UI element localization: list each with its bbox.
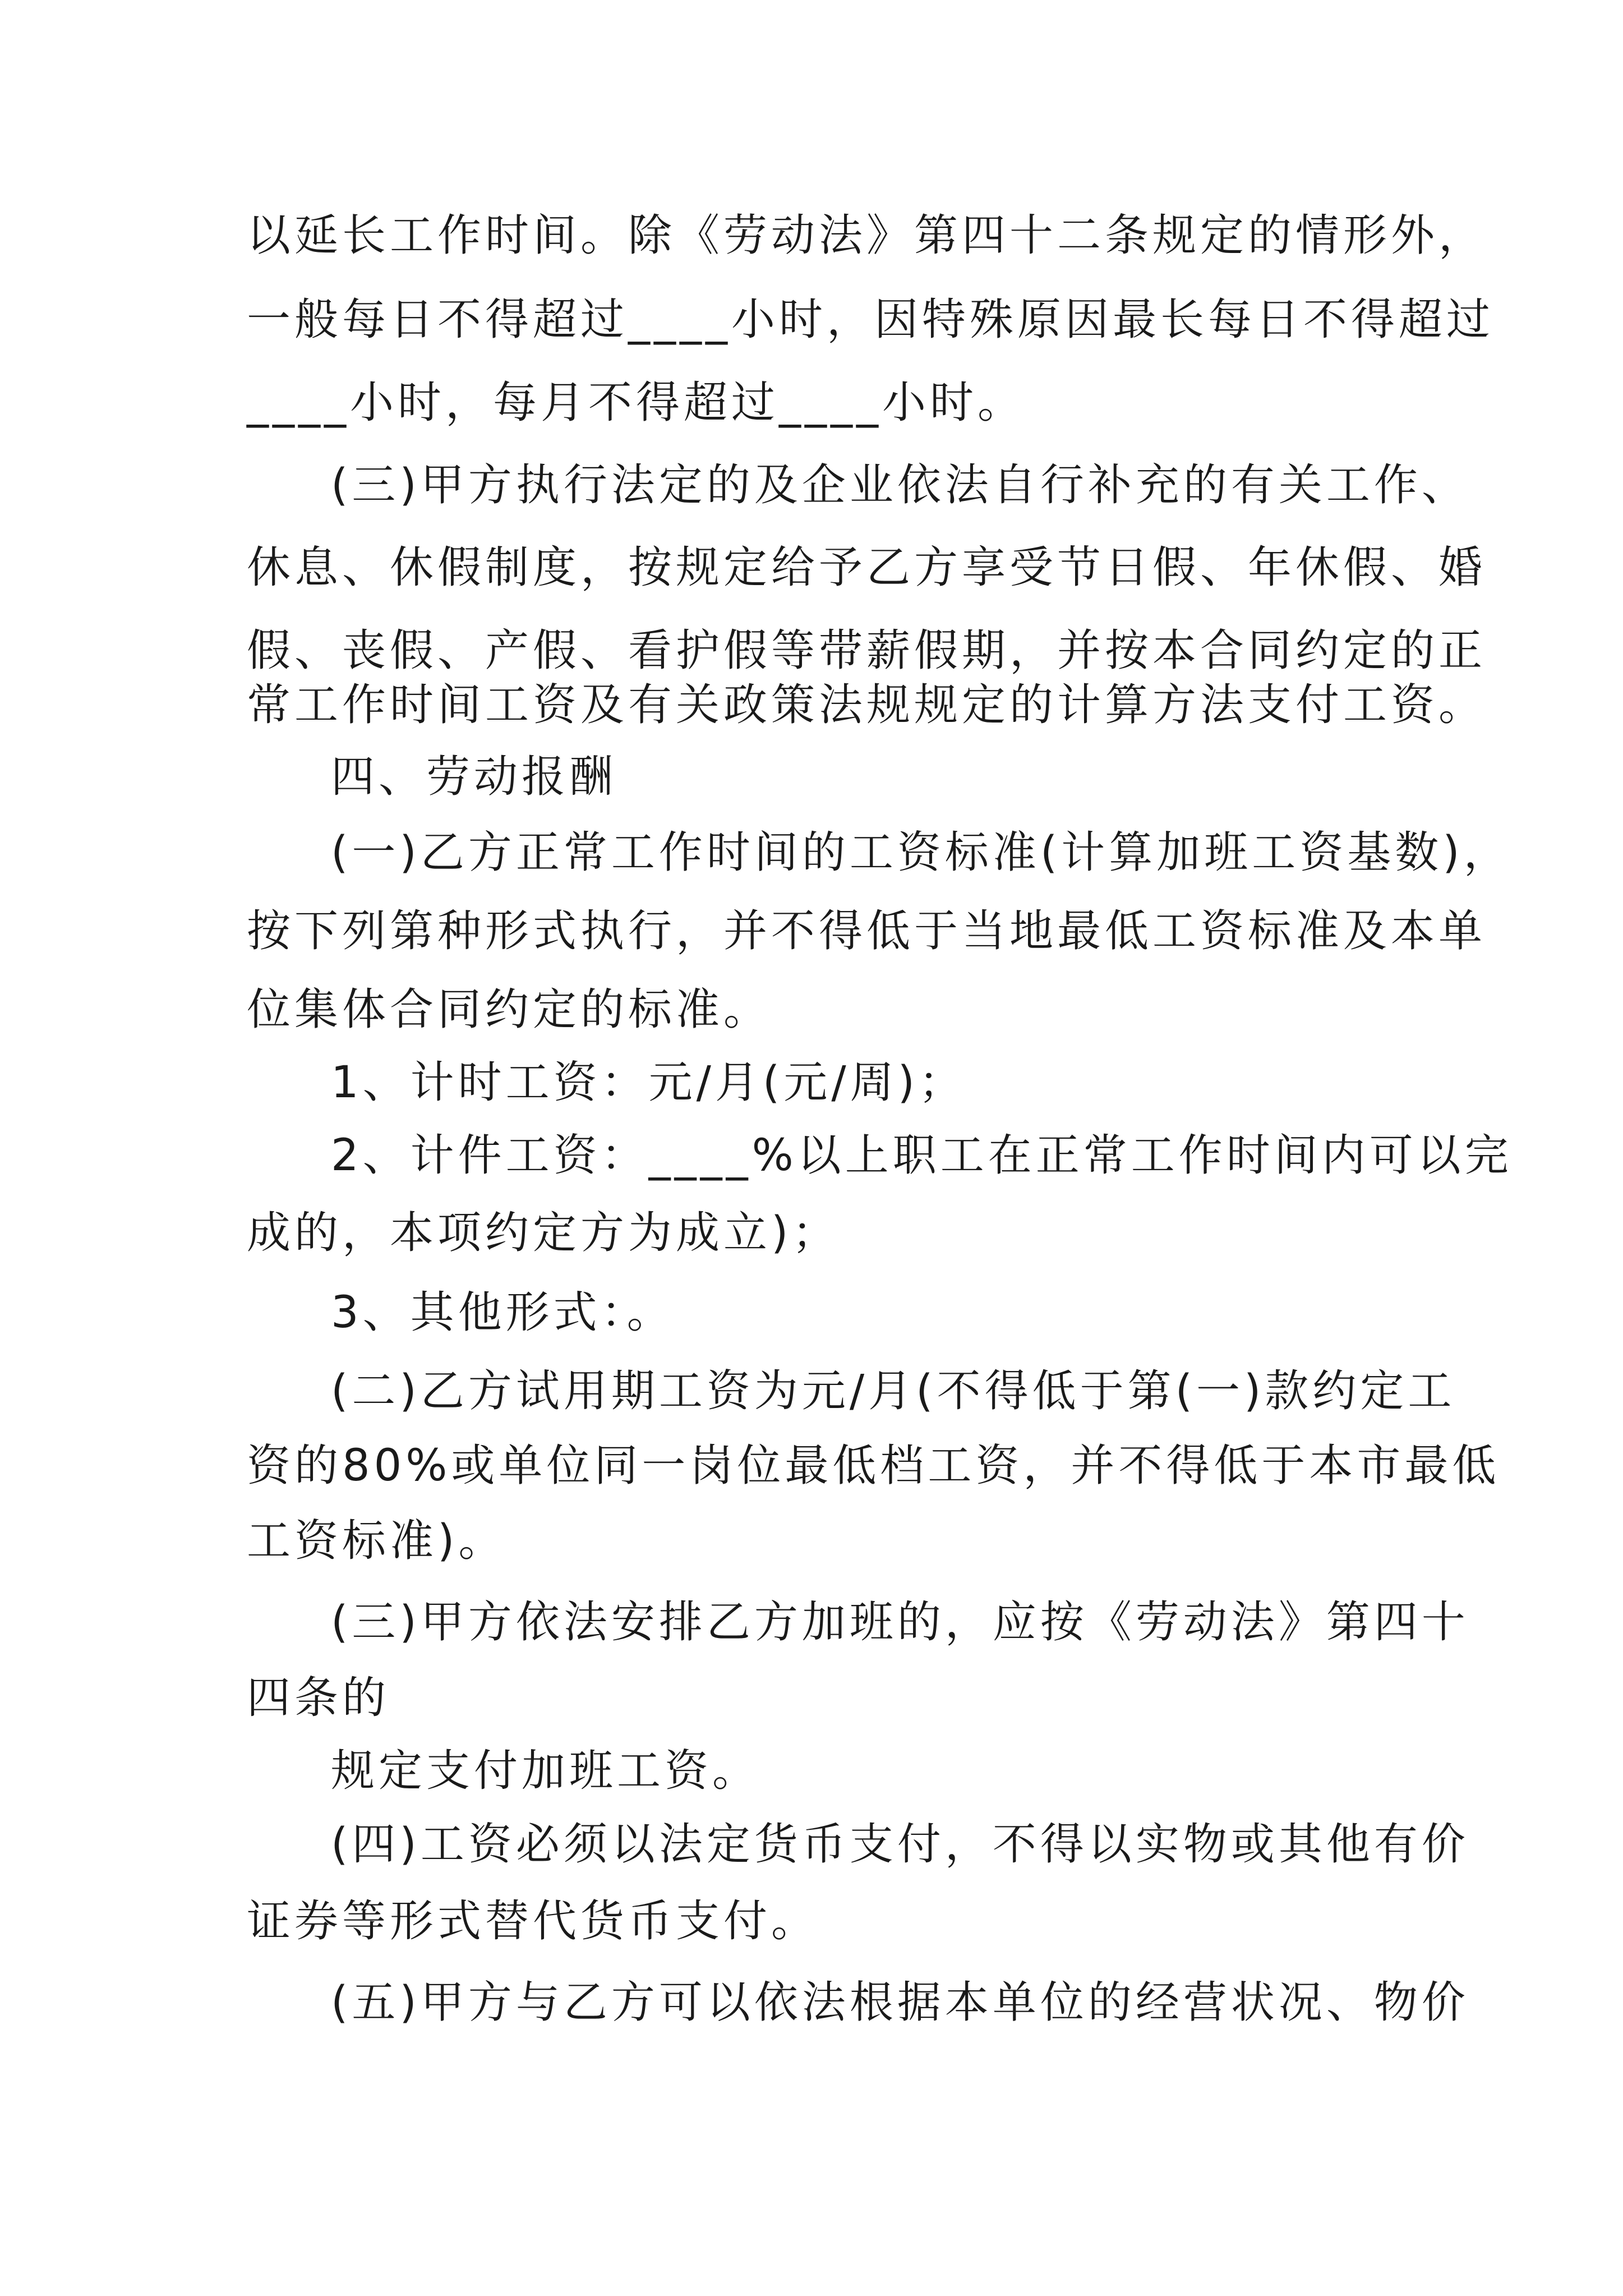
text-line: 3、其他形式：。 (331, 1287, 675, 1338)
text-line: 证券等形式替代货币支付。 (247, 1896, 819, 1947)
text-line: 按下列第种形式执行，并不得低于当地最低工资标准及本单 (247, 906, 1487, 956)
text-line: 假、丧假、产假、看护假等带薪假期，并按本合同约定的正 (247, 625, 1487, 676)
text-line: 1、计时工资：元/月(元/周)； (331, 1057, 967, 1108)
text-line: ____小时，每月不得超过____小时。 (247, 378, 1026, 428)
text-line: 常工作时间工资及有关政策法规规定的计算方法支付工资。 (247, 680, 1487, 730)
text-line: 规定支付加班工资。 (331, 1746, 760, 1796)
text-line: 四条的 (247, 1673, 390, 1723)
section-heading: 四、劳动报酬 (331, 752, 617, 802)
text-line: (三)甲方依法安排乙方加班的，应按《劳动法》第四十 (331, 1597, 1469, 1648)
text-line: 工资标准)。 (247, 1516, 506, 1566)
text-line: 一般每日不得超过____小时，因特殊原因最长每日不得超过 (247, 295, 1495, 345)
text-line: (五)甲方与乙方可以依法根据本单位的经营状况、物价 (331, 1977, 1469, 2028)
text-line: (一)乙方正常工作时间的工资标准(计算加班工资基数)， (331, 827, 1511, 878)
text-line: 成的，本项约定方为成立)； (247, 1208, 840, 1258)
text-line: (二)乙方试用期工资为元/月(不得低于第(一)款约定工 (331, 1366, 1456, 1416)
text-line: 2、计件工资：____%以上职工在正常工作时间内可以完 (331, 1130, 1513, 1181)
text-line: 位集体合同约定的标准。 (247, 984, 772, 1035)
text-line: 以延长工作时间。除《劳动法》第四十二条规定的情形外， (247, 210, 1487, 261)
text-line: 资的80%或单位同一岗位最低档工资，并不得低于本市最低 (247, 1441, 1500, 1491)
text-line: (三)甲方执行法定的及企业依法自行补充的有关工作、 (331, 460, 1469, 510)
text-line: 休息、休假制度，按规定给予乙方享受节日假、年休假、婚 (247, 542, 1487, 593)
text-line: (四)工资必须以法定货币支付，不得以实物或其他有价 (331, 1819, 1469, 1870)
